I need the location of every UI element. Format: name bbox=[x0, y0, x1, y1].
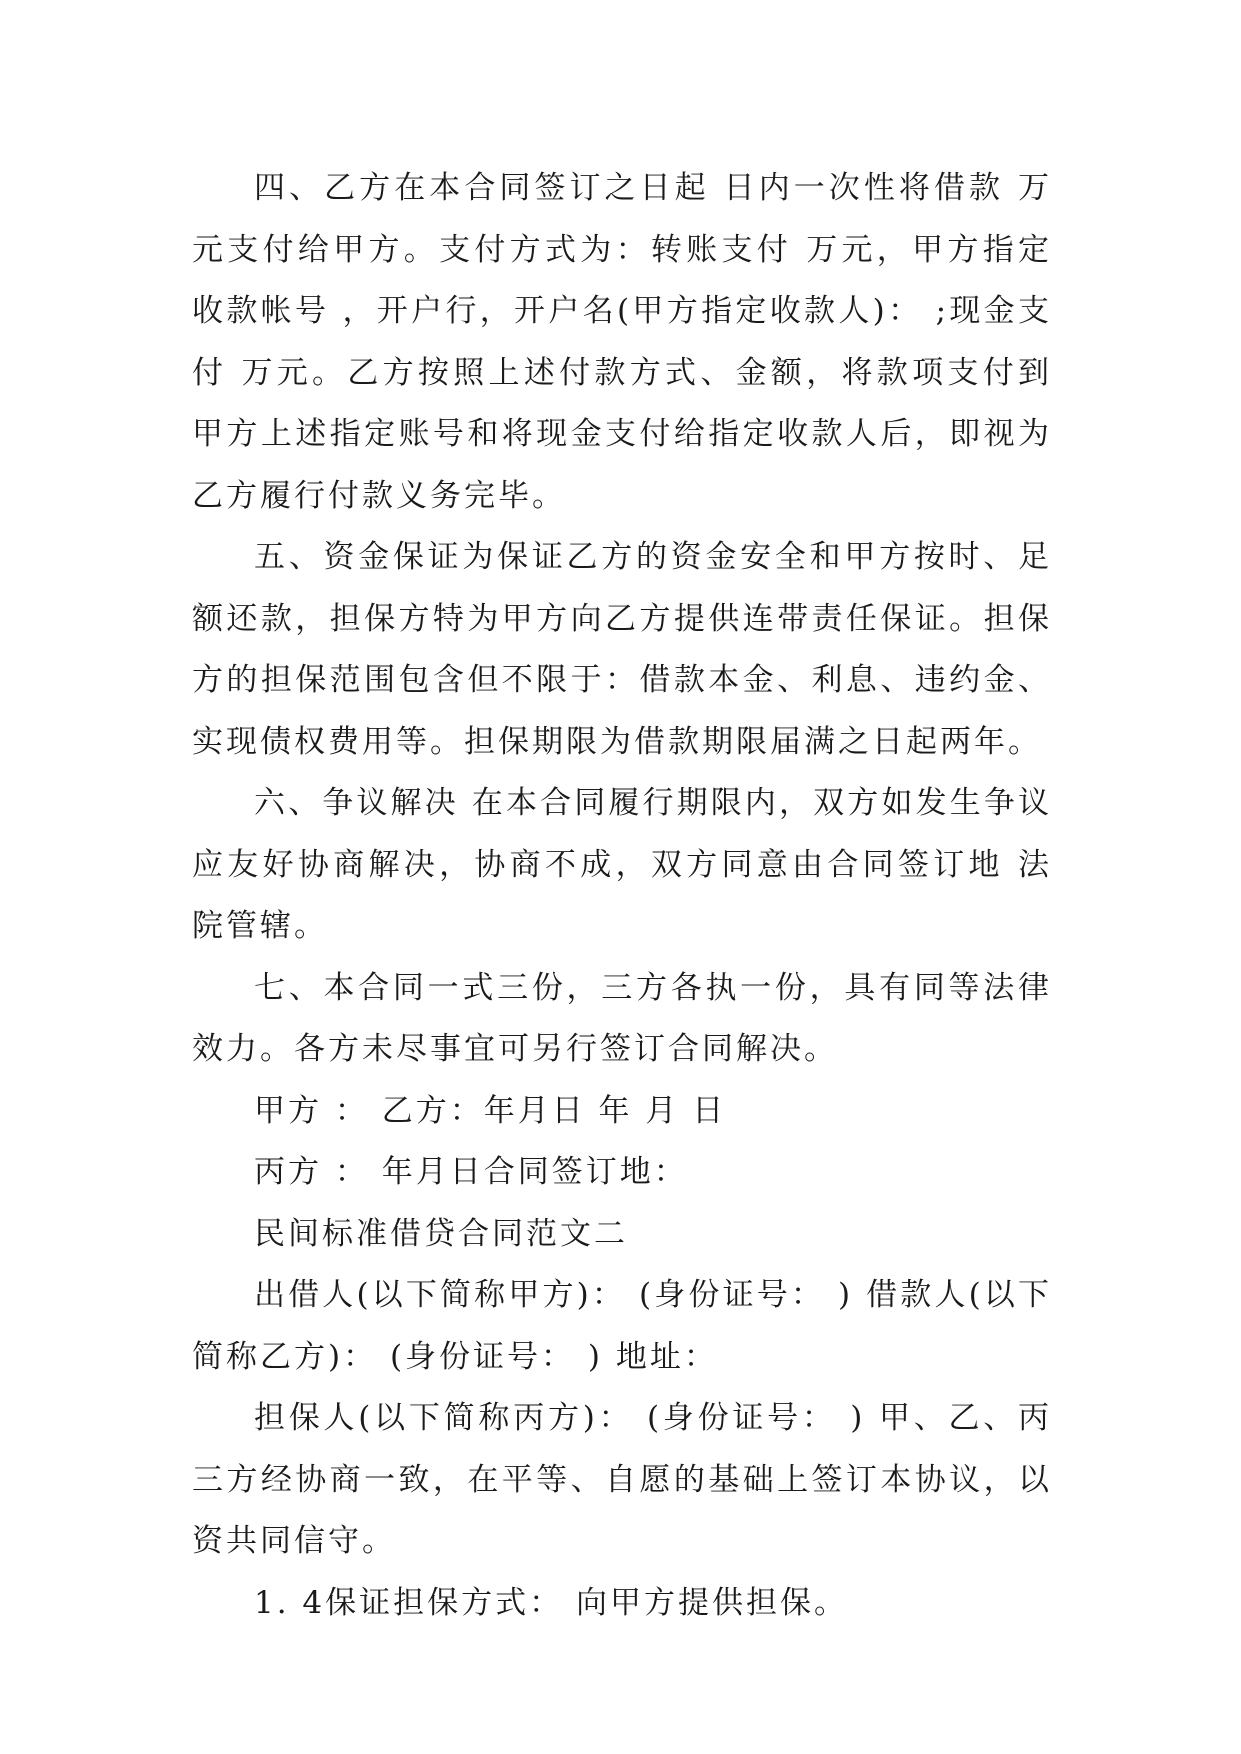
signature-line-party-a-b: 甲方 ： 乙方：年月日 年 月 日 bbox=[254, 1092, 727, 1129]
section-heading-sample-two: 民间标准借贷合同范文二 bbox=[254, 1215, 628, 1252]
paragraph-guarantee: 五、资金保证为保证乙方的资金安全和甲方按时、足额还款，担保方特为甲方向乙方提供连带责任保证。担保方的担保范围包含但不限于：借款本金、利息、违约金、实现债权费用等。担保期限为借款期限届满之日起两年。 bbox=[192, 539, 1052, 760]
paragraph-guarantor: 担保人(以下简称丙方)： (身份证号： ) 甲、乙、丙三方经协商一致，在平等、自愿的基础上签订本协议，以资共同信守。 bbox=[192, 1400, 1052, 1559]
paragraph-dispute-resolution: 六、争议解决 在本合同履行期限内，双方如发生争议应友好协商解决，协商不成，双方同意由合同签订地 法院管辖。 bbox=[192, 785, 1052, 944]
paragraph-lender-borrower: 出借人(以下简称甲方)： (身份证号： ) 借款人(以下简称乙方)： (身份证号： ) 地址： bbox=[192, 1277, 1052, 1375]
signature-line-party-c: 丙方 ： 年月日合同签订地： bbox=[254, 1154, 688, 1190]
paragraph-copies: 七、本合同一式三份，三方各执一份，具有同等法律效力。各方未尽事宜可另行签订合同解决。 bbox=[192, 969, 1052, 1067]
paragraph-loan-payment: 四、乙方在本合同签订之日起 日内一次性将借款 万元支付给甲方。支付方式为：转账支付 万元，甲方指定收款帐号 ，开户行，开户名(甲方指定收款人)： ;现金支付 万元。乙方按照上述付款方式、金额，将款项支付到甲方上述指定账号和将现金支付给指定收款人后，即视为乙方履行付款义务完毕。 bbox=[192, 170, 1052, 514]
document-body bbox=[192, 158, 1052, 1634]
paragraph-guarantee-method: 1. 4保证担保方式： 向甲方提供担保。 bbox=[254, 1584, 849, 1621]
